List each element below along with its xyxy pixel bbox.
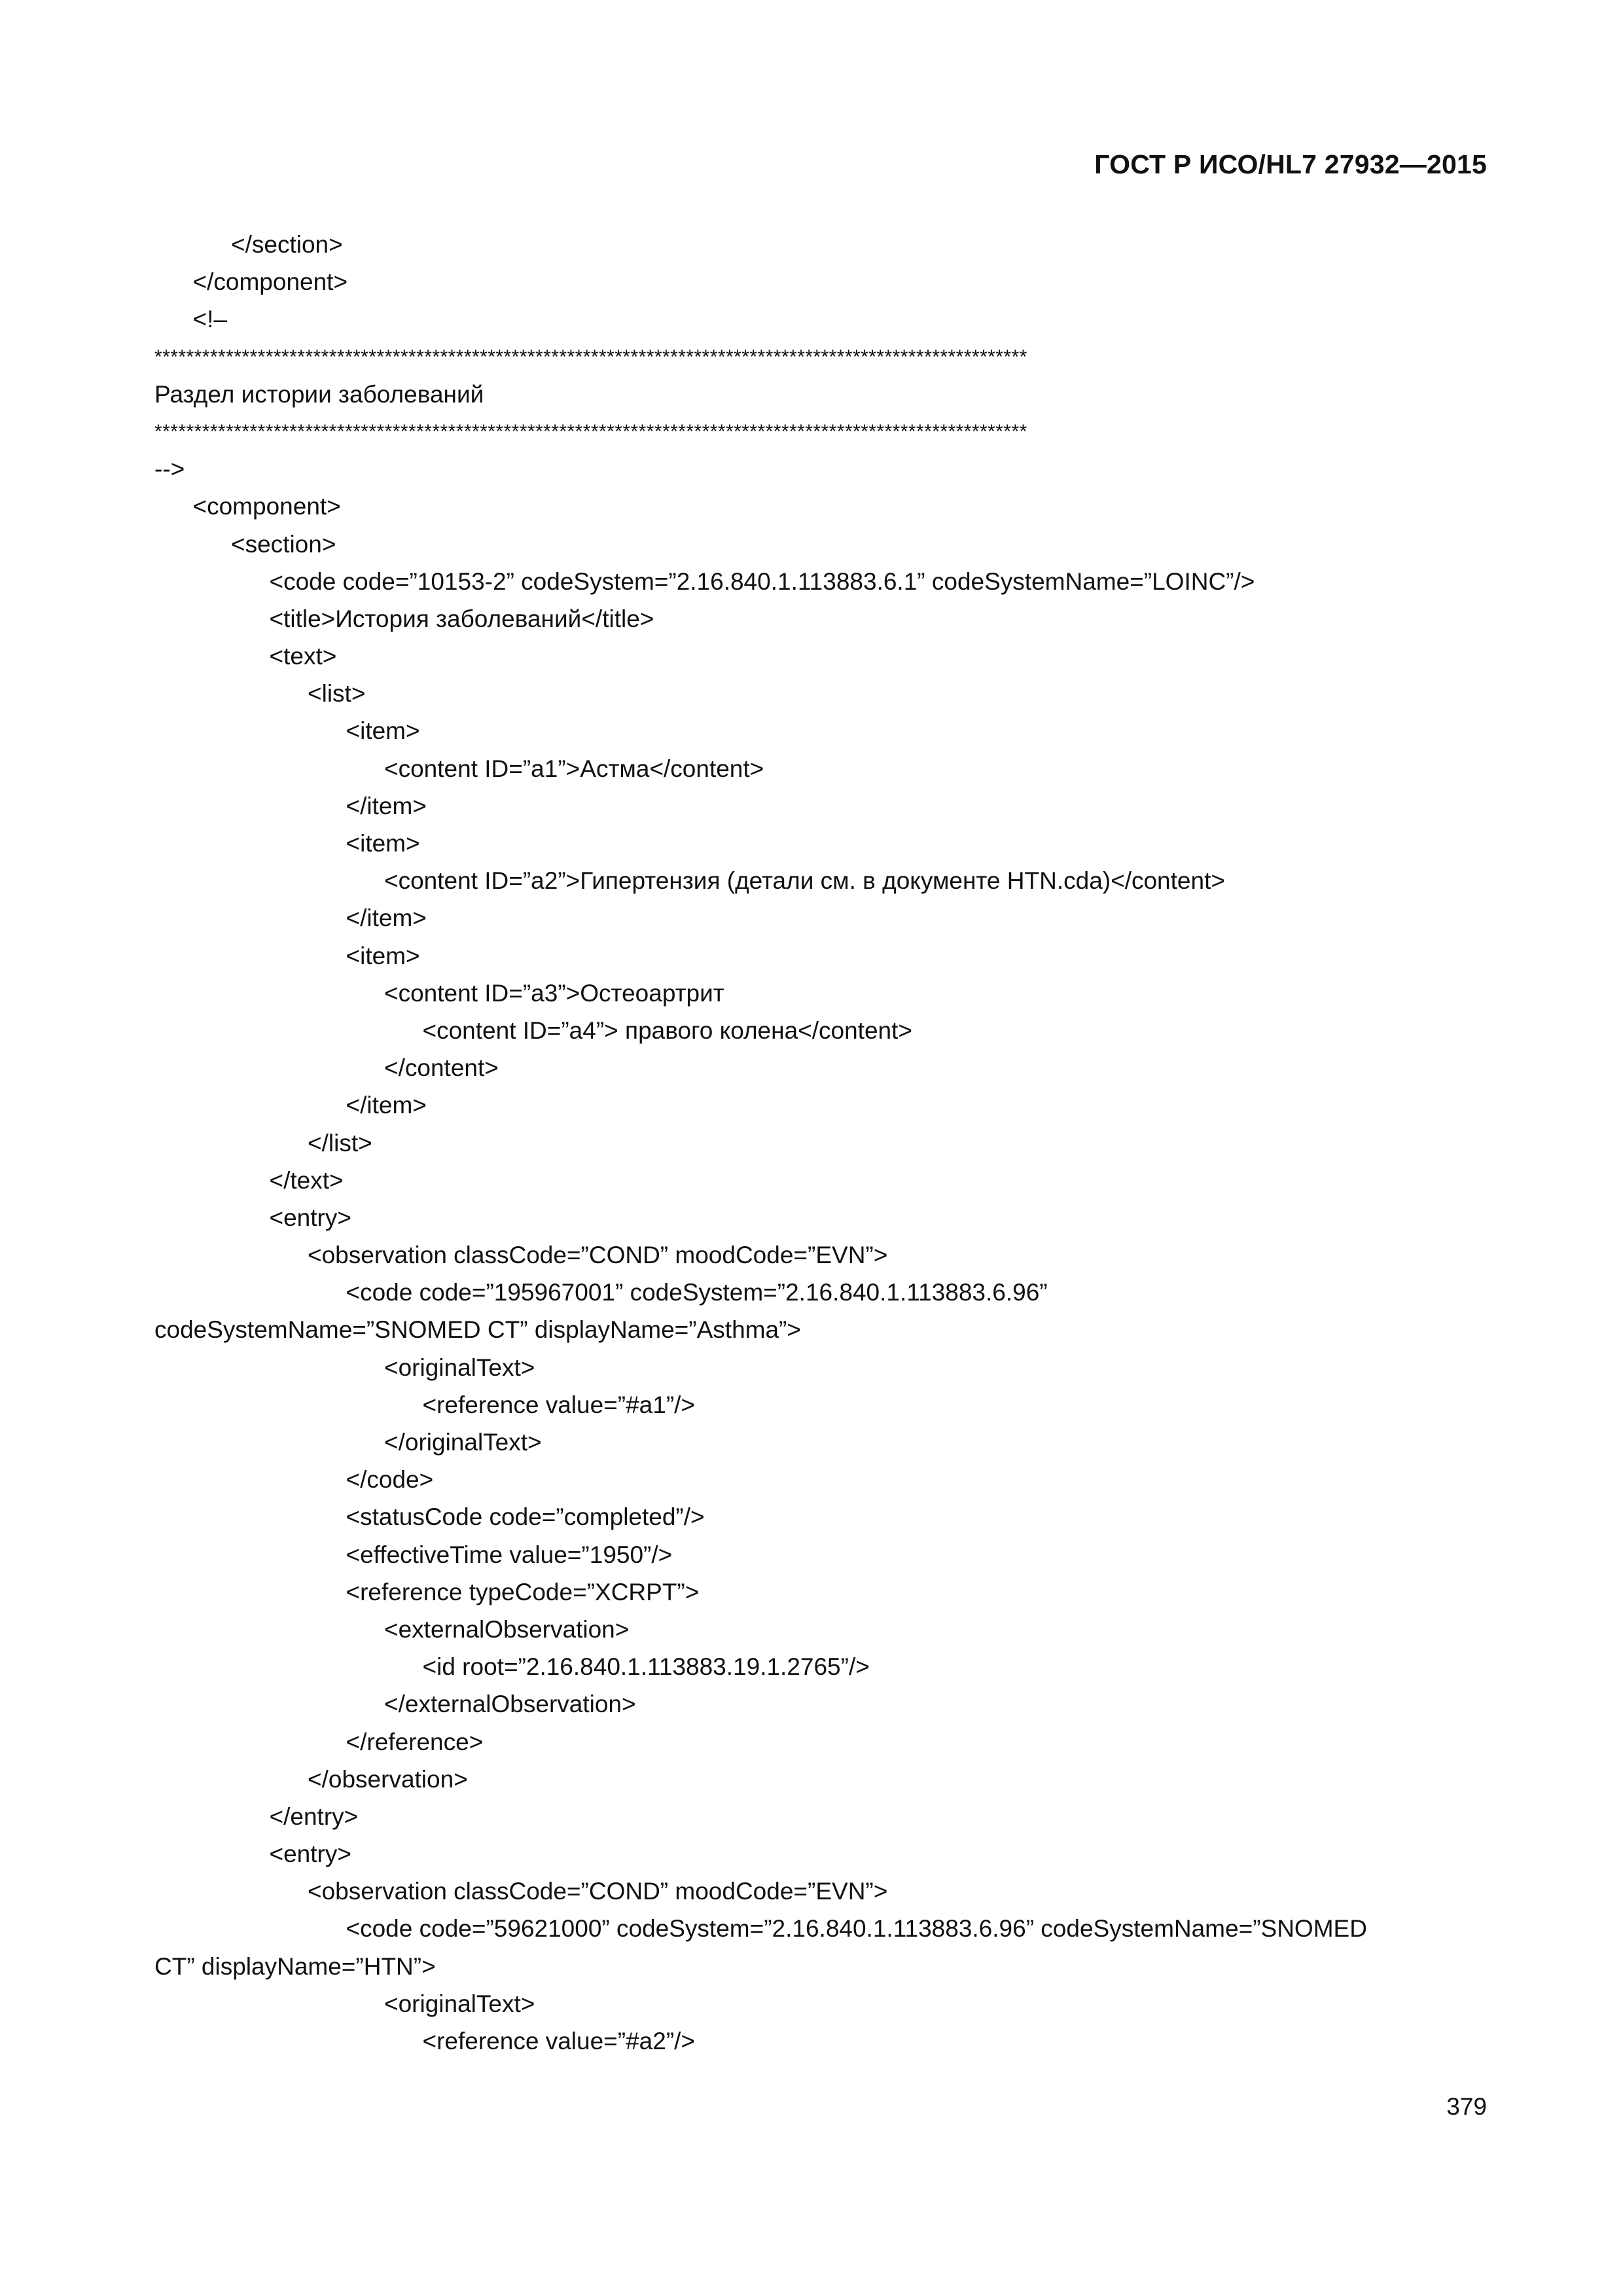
separator-line: **************************************************************************************************************	[154, 420, 1027, 442]
document-line: -->	[154, 456, 185, 483]
document-line: <item>	[346, 717, 420, 745]
document-line: <originalText>	[384, 1354, 535, 1381]
document-line: </observation>	[308, 1765, 468, 1793]
document-line: </item>	[346, 792, 427, 819]
document-line: <id root=”2.16.840.1.113883.19.1.2765”/>	[422, 1653, 870, 1681]
document-line: </component>	[192, 268, 348, 296]
document-line: Раздел истории заболеваний	[154, 380, 484, 408]
document-line: </content>	[384, 1054, 499, 1082]
document-body	[154, 226, 1496, 2060]
document-line: </item>	[346, 905, 427, 932]
document-line: <content ID=”a4”> правого колена</content>	[422, 1016, 913, 1044]
document-line: <item>	[346, 942, 420, 969]
document-line: <title>История заболеваний</title>	[269, 605, 654, 632]
document-line: <item>	[346, 830, 420, 857]
document-line: <!–	[192, 306, 227, 333]
separator-line: **************************************************************************************************************	[154, 346, 1027, 368]
page-header-standard-id: ГОСТ Р ИСО/HL7 27932—2015	[1094, 149, 1487, 179]
document-line: <effectiveTime value=”1950”/>	[346, 1541, 673, 1568]
document-line: <content ID=”a3”>Остеоартрит	[384, 979, 724, 1007]
document-line: </item>	[346, 1092, 427, 1119]
document-line: <reference value=”#a1”/>	[422, 1391, 696, 1418]
document-line: <component>	[192, 493, 341, 520]
document-line: <reference value=”#a2”/>	[422, 2028, 696, 2054]
document-line: </list>	[308, 1129, 372, 1157]
document-line: <code code=”10153-2” codeSystem=”2.16.840.1.113883.6.1” codeSystemName=”LOINC”/>	[269, 567, 1255, 595]
document-line: <originalText>	[384, 1990, 535, 2017]
document-line: <text>	[269, 643, 337, 670]
document-line: <reference typeCode=”XCRPT”>	[346, 1578, 700, 1605]
document-line: </externalObservation>	[384, 1691, 636, 1718]
document-line: <entry>	[269, 1840, 351, 1868]
document-line: <statusCode code=”completed”/>	[346, 1503, 705, 1531]
document-line: </entry>	[269, 1803, 359, 1830]
document-line: <externalObservation>	[384, 1615, 630, 1643]
document-line: <code code=”195967001” codeSystem=”2.16.840.1.113883.6.96”	[346, 1279, 1048, 1306]
document-line: CT” displayName=”HTN”>	[154, 1952, 436, 1980]
document-line: </section>	[231, 231, 343, 258]
document-line: </reference>	[346, 1728, 484, 1755]
document-line: <content ID=”a1”>Астма</content>	[384, 755, 764, 782]
document-line: </code>	[346, 1466, 434, 1494]
document-line: <content ID=”a2”>Гипертензия (детали см. в документе HTN.cda)</content>	[384, 867, 1225, 895]
document-line: <observation classCode=”COND” moodCode=”EVN”>	[308, 1878, 888, 1905]
document-line: <list>	[308, 680, 366, 708]
document-line: <entry>	[269, 1204, 351, 1231]
page-number: 379	[1446, 2093, 1487, 2120]
document-line: <section>	[231, 530, 336, 558]
document-line: </text>	[269, 1166, 344, 1194]
document-line: <code code=”59621000” codeSystem=”2.16.840.1.113883.6.96” codeSystemName=”SNOMED	[346, 1915, 1367, 1943]
document-line: <observation classCode=”COND” moodCode=”EVN”>	[308, 1242, 888, 1269]
document-line: codeSystemName=”SNOMED CT” displayName=”Asthma”>	[154, 1316, 801, 1344]
document-line: </originalText>	[384, 1429, 542, 1456]
